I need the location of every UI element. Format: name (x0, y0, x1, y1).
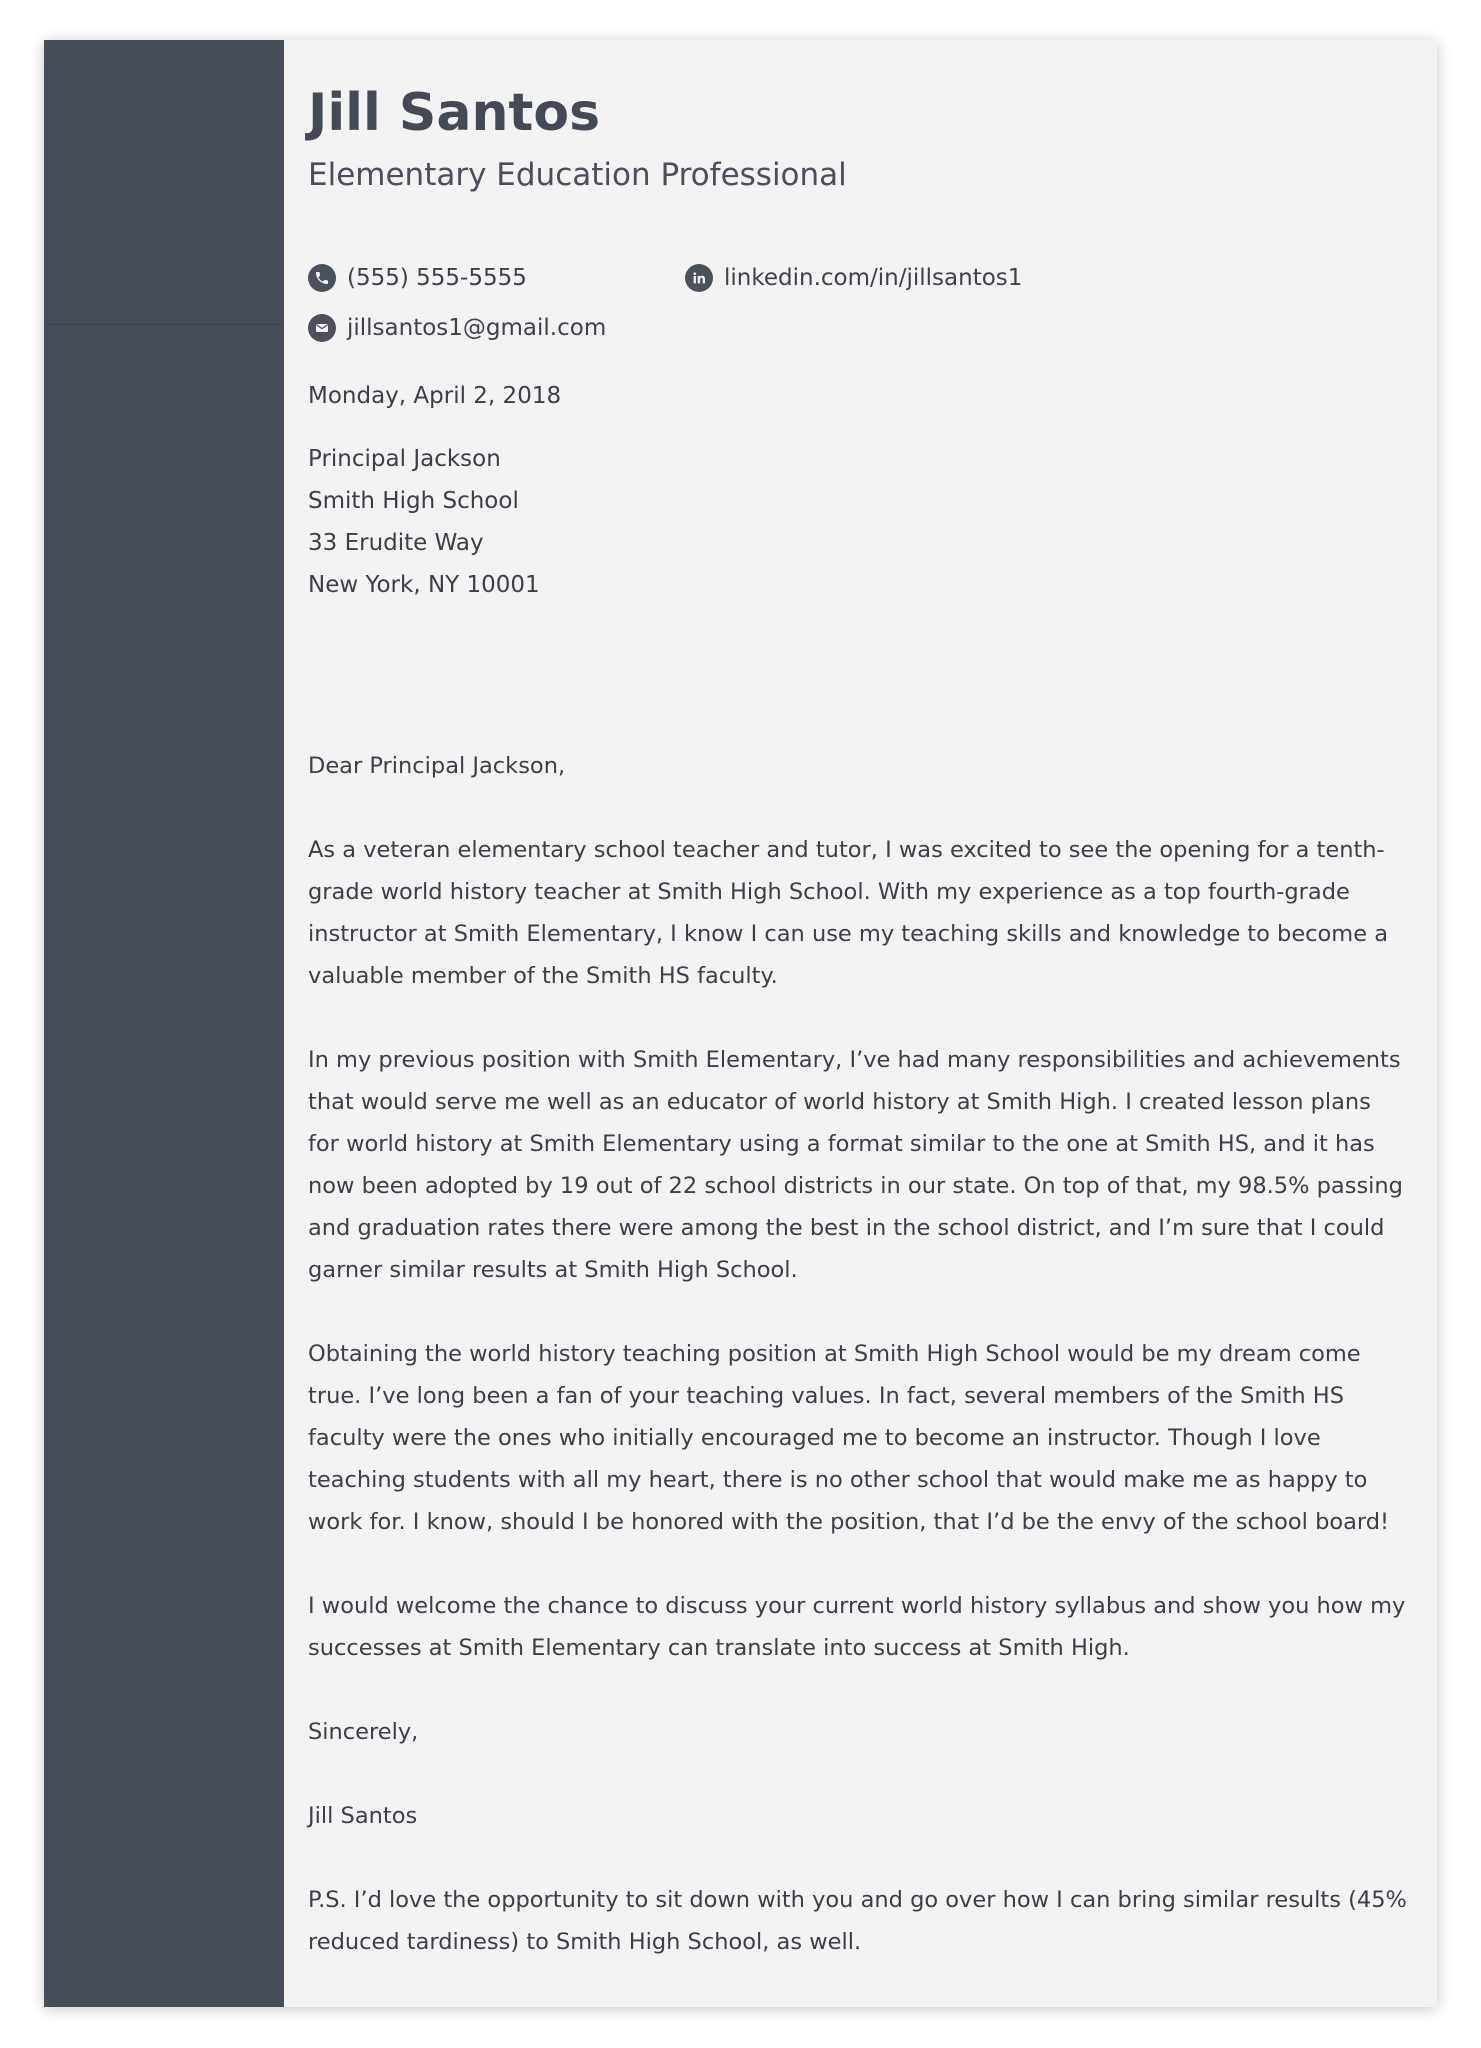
recipient-city: New York, NY 10001 (308, 572, 540, 598)
linkedin-link[interactable]: linkedin.com/in/jillsantos1 (724, 265, 1023, 291)
contact-linkedin (685, 264, 1022, 292)
email-icon (308, 314, 336, 342)
signature: Jill Santos (308, 1803, 418, 1829)
phone-icon (308, 264, 336, 292)
greeting: Dear Principal Jackson, (308, 753, 566, 779)
cover-letter-page (44, 40, 1437, 2007)
recipient-street: 33 Erudite Way (308, 530, 484, 556)
recipient-name: Principal Jackson (308, 446, 501, 472)
recipient-school: Smith High School (308, 488, 519, 514)
letter-date: Monday, April 2, 2018 (308, 383, 562, 409)
paragraph-2: In my previous position with Smith Elementary, I’ve had many responsibilities and achievements that would serve me well as an educator of world history at Smith High. I created lesson plans for world history at Smith Elementary using a format similar to the one at Smith HS, and it has now been adopted by 19 out of 22 school districts in our state. On top of that, my 98.5% passing and graduation rates there were among the best in the school district, and I’m sure that I could garner similar results at Smith High School. (308, 1047, 1403, 1283)
applicant-name: Jill Santos (308, 83, 601, 143)
email-address[interactable]: jillsantos1@gmail.com (347, 315, 607, 341)
phone-number[interactable]: (555) 555-5555 (347, 265, 527, 291)
applicant-title: Elementary Education Professional (308, 157, 847, 193)
contact-email (308, 314, 606, 342)
sidebar-divider (44, 324, 284, 325)
paragraph-3: Obtaining the world history teaching position at Smith High School would be my dream come true. I’ve long been a fan of your teaching values. In fact, several members of the Smith HS faculty were the ones who initially encouraged me to become an instructor. Though I love teaching students with all my heart, there is no other school that would make me as happy to work for. I know, should I be honored with the position, that I’d be the envy of the school board! (308, 1341, 1390, 1535)
contact-phone (308, 264, 527, 292)
postscript: P.S. I’d love the opportunity to sit down with you and go over how I can bring similar results (45% reduced tardiness) to Smith High School, as well. (308, 1887, 1407, 1955)
linkedin-icon (685, 264, 713, 292)
letter-body (308, 745, 1408, 1963)
paragraph-1: As a veteran elementary school teacher and tutor, I was excited to see the opening for a tenth-grade world history teacher at Smith High School. With my experience as a top fourth-grade instructor at Smith Elementary, I know I can use my teaching skills and knowledge to become a valuable member of the Smith HS faculty. (308, 837, 1389, 989)
closing: Sincerely, (308, 1719, 419, 1745)
recipient-address (308, 438, 540, 606)
paragraph-4: I would welcome the chance to discuss your current world history syllabus and show you how my successes at Smith Elementary can translate into success at Smith High. (308, 1593, 1406, 1661)
sidebar (44, 40, 284, 2007)
